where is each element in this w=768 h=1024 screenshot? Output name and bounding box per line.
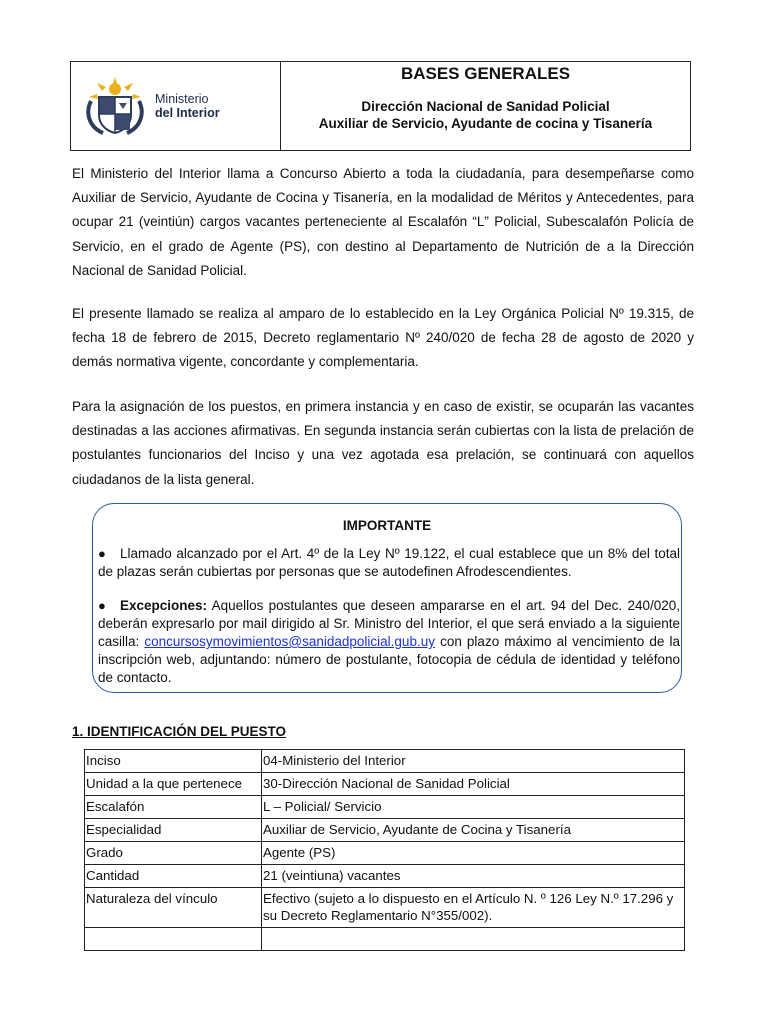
identification-table <box>84 749 685 951</box>
title-cell <box>281 62 690 150</box>
table-row <box>85 796 685 819</box>
bullet-text-afro: Llamado alcanzado por el Art. 4º de la Ley Nº 19.122, el cual establece que un 8% del total de plazas serán cubiertas por personas que se autodefinen Afrodescendientes. <box>98 546 680 579</box>
subtitle-direction: Dirección Nacional de Sanidad Policial <box>361 99 610 114</box>
row-label: Escalafón <box>85 796 262 819</box>
row-value <box>262 928 685 951</box>
document-header <box>70 61 691 151</box>
list-item <box>98 545 680 581</box>
paragraph-assignment: Para la asignación de los puestos, en primera instancia y en caso de existir, se ocuparán las vacantes destinadas a las acciones afirmativas. En segunda instancia serán cubiertas con la lista de prelación de postulantes funcionarios del Inciso y una vez agotada esa prelación, se continuará con aquellos ciudadanos de la lista general. <box>72 399 694 487</box>
bullet-text-exceptions <box>98 597 680 687</box>
row-label <box>85 928 262 951</box>
section-title-identification: 1. IDENTIFICACIÓN DEL PUESTO <box>72 724 287 739</box>
table-row <box>85 819 685 842</box>
ministry-logo <box>71 62 281 150</box>
logo-text-ministerio: Ministerio <box>155 92 209 106</box>
paragraph-intro: El Ministerio del Interior llama a Concurso Abierto a toda la ciudadanía, para desempeñarse como Auxiliar de Servicio, Ayudante de Cocina y Tisanería, en la modalidad de Méritos y Antecedentes, para ocupar 21 (veintiún) cargos vacantes perteneciente al Escalafón “L” Policial, Subescalafón Policía de Servicio, en el grado de Agente (PS), con destino al Departamento de Nutrición de a la Dirección Nacional de Sanidad Policial. <box>72 166 694 278</box>
exceptions-text-after: con plazo máximo al vencimiento de la inscripción web, adjuntando: número de postulante, fotocopia de cédula de identidad y teléfono de contacto. <box>98 634 680 685</box>
row-value: Agente (PS) <box>262 842 685 865</box>
table-row <box>85 773 685 796</box>
table-row <box>85 842 685 865</box>
exceptions-label: Excepciones: <box>120 598 208 613</box>
row-label: Unidad a la que pertenece <box>85 773 262 796</box>
row-value: 04-Ministerio del Interior <box>262 750 685 773</box>
table-row <box>85 750 685 773</box>
table-row <box>85 928 685 951</box>
row-value: 21 (veintiuna) vacantes <box>262 865 685 888</box>
paragraph-legal-basis: El presente llamado se realiza al amparo de lo establecido en la Ley Orgánica Policial Nº 19.315, de fecha 18 de febrero de 2015, Decreto reglamentario Nº 240/020 de fecha 28 de agosto de 2020 y demás normativa vigente, concordante y complementaria. <box>72 306 694 370</box>
important-title: IMPORTANTE <box>342 518 432 533</box>
row-label: Cantidad <box>85 865 262 888</box>
row-label: Especialidad <box>85 819 262 842</box>
row-value: Auxiliar de Servicio, Ayudante de Cocina y Tisanería <box>262 819 685 842</box>
important-notice <box>92 503 682 693</box>
bullet-icon: ● <box>98 546 106 561</box>
logo-text-interior: del Interior <box>155 106 220 120</box>
table-row <box>85 888 685 928</box>
table-row <box>85 865 685 888</box>
row-label: Inciso <box>85 750 262 773</box>
row-label: Grado <box>85 842 262 865</box>
list-item <box>98 597 680 687</box>
row-value: L – Policial/ Servicio <box>262 796 685 819</box>
row-value: Efectivo (sujeto a lo dispuesto en el Artículo N. º 126 Ley N.º 17.296 y su Decreto Reglamentario N°355/002). <box>262 888 685 928</box>
bullet-icon: ● <box>98 598 106 613</box>
page-title: BASES GENERALES <box>400 64 571 83</box>
exceptions-text: Aquellos postulantes que deseen ampararse en el art. 94 del Dec. 240/020, deberán expresarlo por mail dirigido al Sr. Ministro del Interior, el que será enviado a la siguiente casilla: <box>98 598 680 649</box>
subtitle-position: Auxiliar de Servicio, Ayudante de cocina y Tisanería <box>318 116 653 131</box>
row-label: Naturaleza del vínculo <box>85 888 262 928</box>
email-link[interactable]: concursosymovimientos@sanidadpolicial.gub.uy <box>144 634 435 649</box>
coat-of-arms-icon <box>83 75 147 137</box>
row-value: 30-Dirección Nacional de Sanidad Policial <box>262 773 685 796</box>
